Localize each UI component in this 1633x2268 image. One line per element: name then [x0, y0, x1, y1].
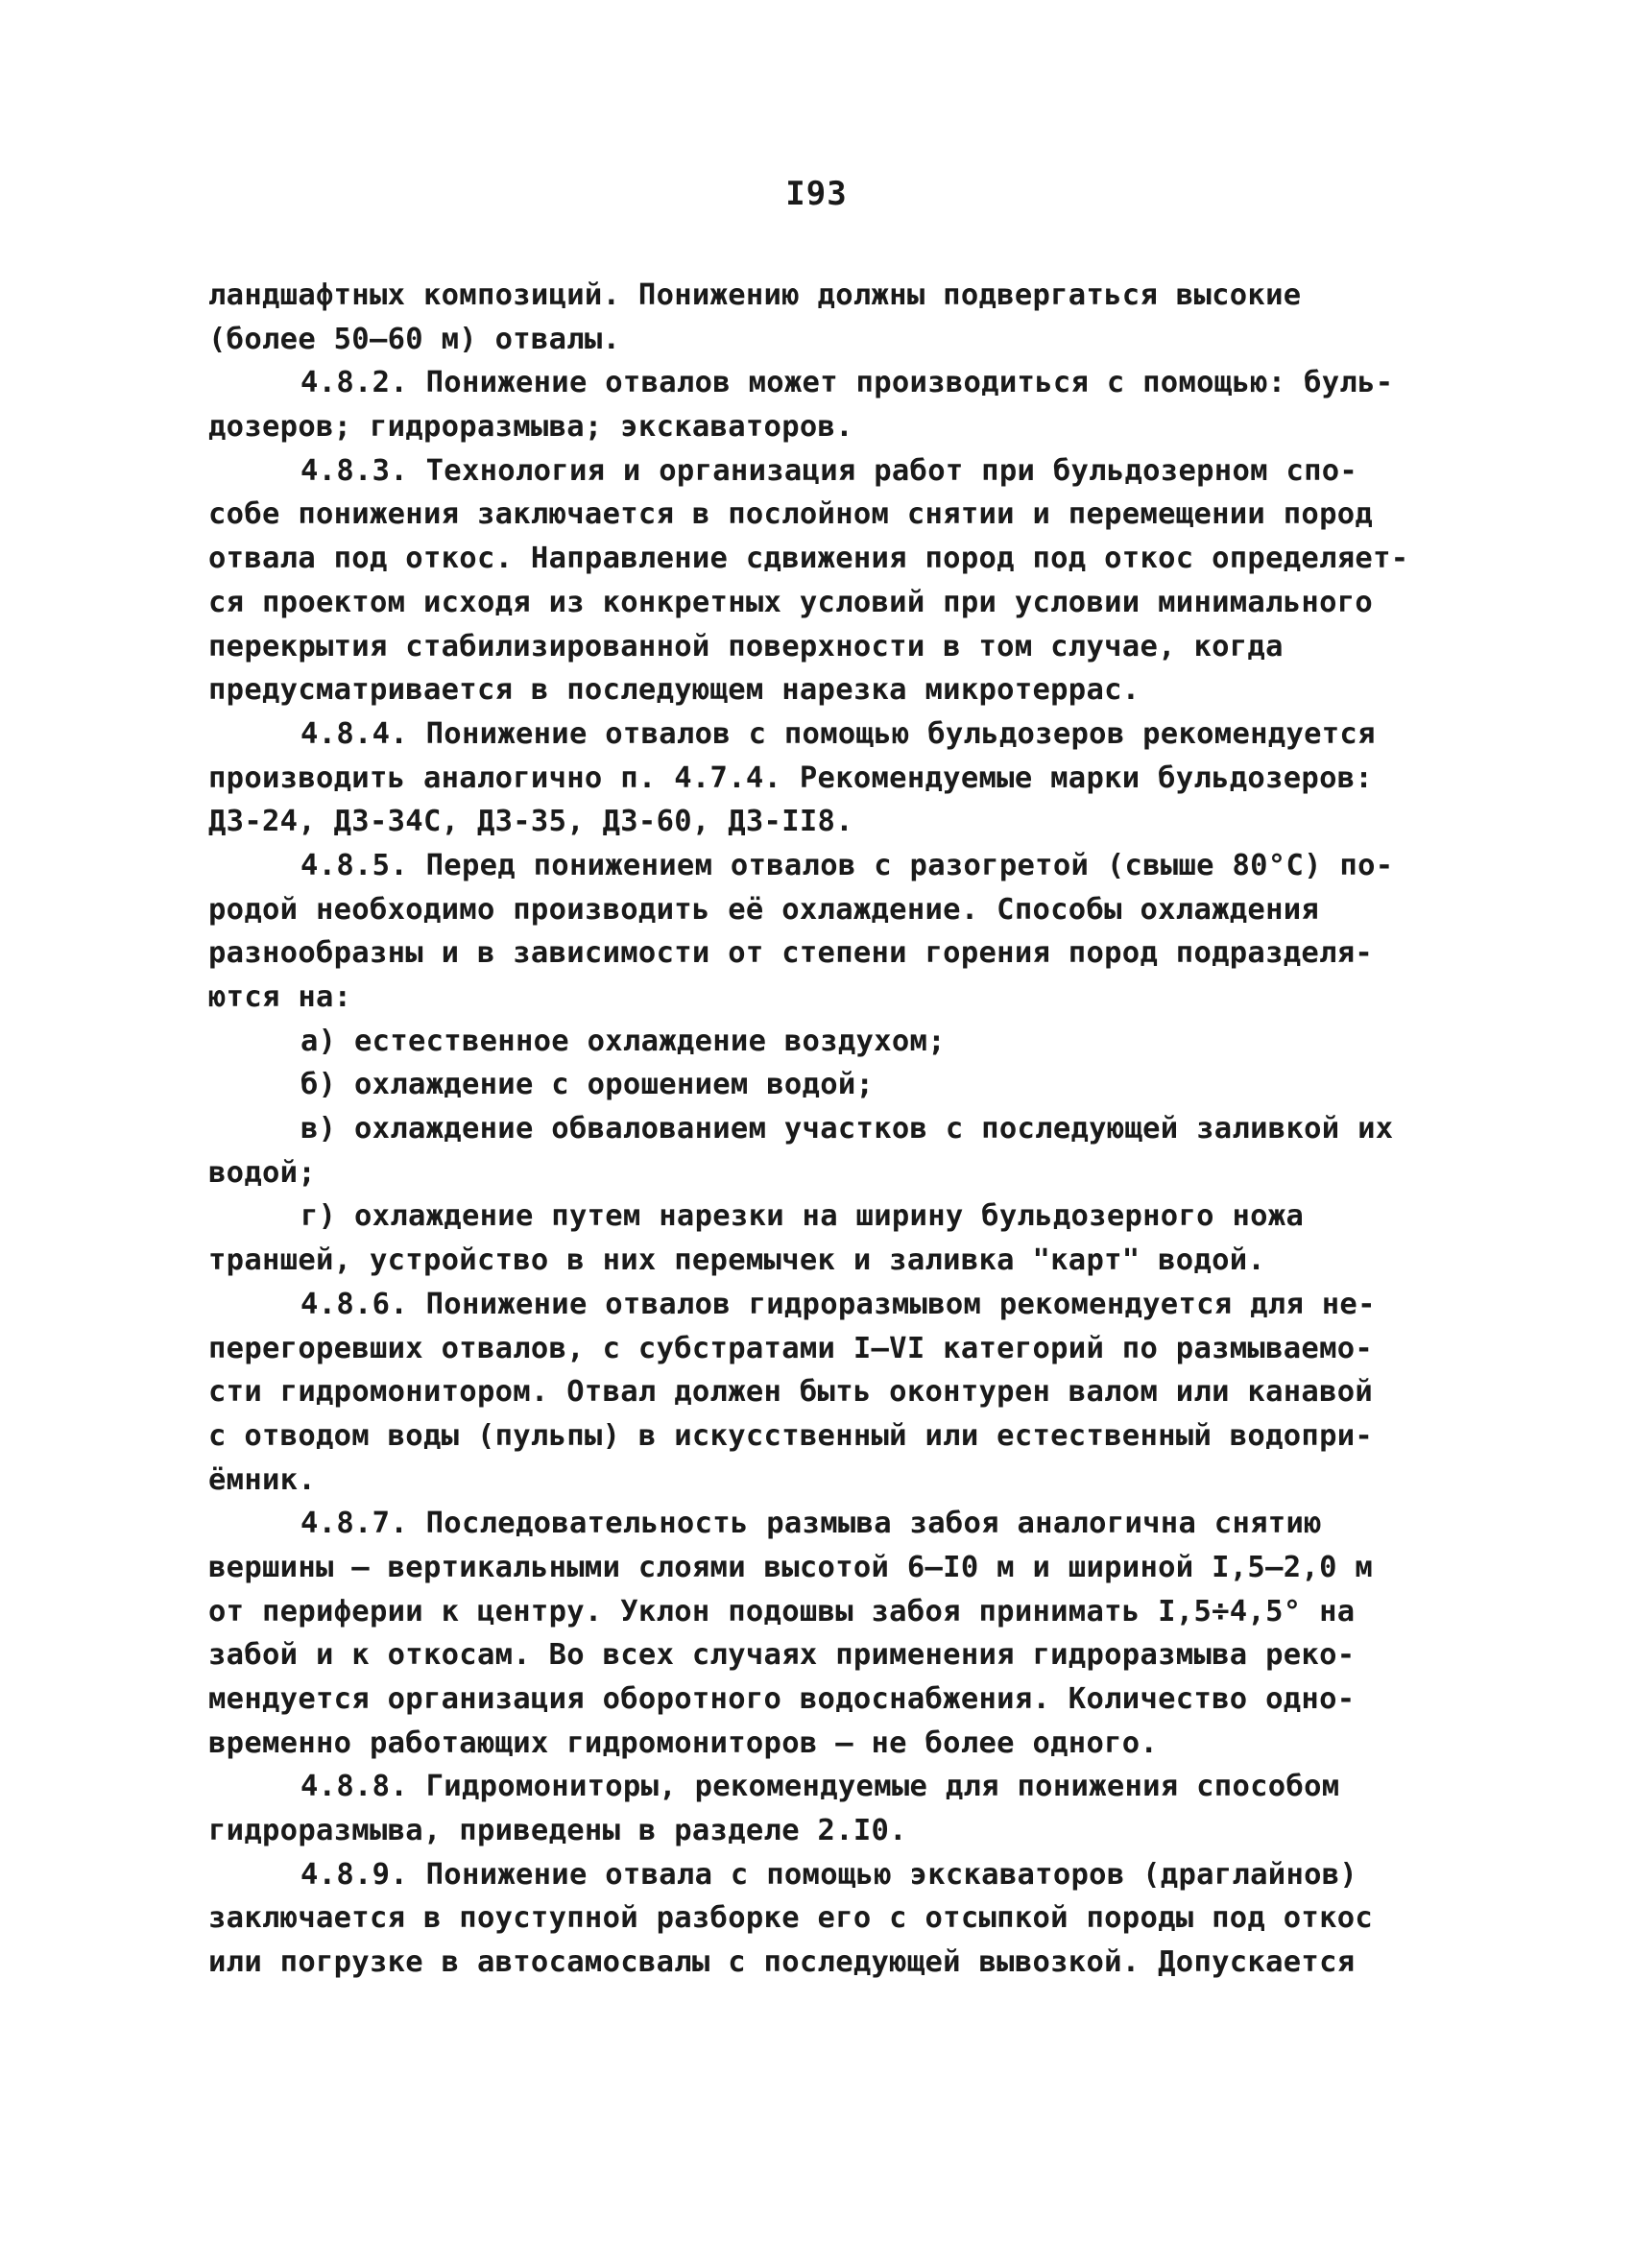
text-line: 4.8.9. Понижение отвала с помощью экскаваторов (драглайнов): [300, 1857, 1358, 1892]
text-line: траншей, устройство в них перемычек и заливка "карт" водой.: [208, 1243, 1266, 1278]
text-line: сти гидромонитором. Отвал должен быть оконтурен валом или канавой: [208, 1375, 1374, 1410]
text-line: перегоревших отвалов, с субстратами I–VI категорий по размываемо-: [208, 1331, 1374, 1365]
text-line: родой необходимо производить её охлаждение. Способы охлаждения: [208, 892, 1320, 927]
text-line: или погрузке в автосамосвалы с последующей вывозкой. Допускается: [208, 1945, 1356, 1980]
text-line: 4.8.4. Понижение отвалов с помощью бульдозеров рекомендуется: [300, 716, 1376, 751]
text-line: заключается в поуступной разборке его с отсыпкой породы под откос: [208, 1901, 1374, 1936]
text-line: 4.8.6. Понижение отвалов гидроразмывом рекомендуется для не-: [300, 1287, 1376, 1321]
text-line: дозеров; гидроразмыва; экскаваторов.: [208, 410, 853, 445]
text-line: г) охлаждение путем нарезки на ширину бульдозерного ножа: [300, 1199, 1305, 1234]
text-line: отвала под откос. Направление сдвижения пород под откос определяет-: [208, 542, 1409, 576]
text-line: ландшафтных композиций. Понижению должны подвергаться высокие: [208, 278, 1302, 312]
text-line: от периферии к центру. Уклон подошвы забоя принимать I,5÷4,5° на: [208, 1594, 1356, 1629]
text-line: мендуется организация оборотного водоснабжения. Количество одно-: [208, 1682, 1356, 1716]
text-line: 4.8.3. Технология и организация работ при бульдозерном спо-: [300, 453, 1358, 488]
text-line: гидроразмыва, приведены в разделе 2.I0.: [208, 1814, 907, 1848]
text-line: забой и к откосам. Во всех случаях применения гидроразмыва реко-: [208, 1638, 1356, 1673]
text-line: 4.8.8. Гидромониторы, рекомендуемые для понижения способом: [300, 1770, 1340, 1804]
text-line: ся проектом исходя из конкретных условий при условии минимального: [208, 585, 1374, 619]
text-line: предусматривается в последующем нарезка микротеррас.: [208, 673, 1141, 708]
text-line: производить аналогично п. 4.7.4. Рекомендуемые марки бульдозеров:: [208, 760, 1374, 795]
text-line: временно работающих гидромониторов – не более одного.: [208, 1725, 1159, 1760]
page-number: I93: [785, 175, 848, 213]
text-line: разнообразны и в зависимости от степени горения пород подразделя-: [208, 936, 1374, 971]
text-line: с отводом воды (пульпы) в искусственный или естественный водопри-: [208, 1418, 1374, 1453]
text-line: 4.8.7. Последовательность размыва забоя аналогична снятию: [300, 1507, 1322, 1541]
body-text: [208, 274, 1452, 1985]
text-line: ются на:: [208, 980, 352, 1014]
text-line: ДЗ-24, ДЗ-34С, ДЗ-35, ДЗ-60, ДЗ-II8.: [208, 805, 853, 839]
text-line: 4.8.2. Понижение отвалов может производиться с помощью: буль-: [300, 366, 1394, 400]
text-line: (более 50–60 м) отвалы.: [208, 322, 621, 356]
text-line: ёмник.: [208, 1462, 316, 1497]
text-line: перекрытия стабилизированной поверхности в том случае, когда: [208, 629, 1284, 664]
text-line: в) охлаждение обвалованием участков с последующей заливкой их: [300, 1112, 1394, 1146]
text-line: собе понижения заключается в послойном снятии и перемещении пород: [208, 497, 1374, 532]
text-line: б) охлаждение с орошением водой;: [300, 1068, 875, 1102]
text-line: водой;: [208, 1155, 316, 1190]
text-line: а) естественное охлаждение воздухом;: [300, 1024, 946, 1058]
text-line: вершины – вертикальными слоями высотой 6–I0 м и шириной I,5–2,0 м: [208, 1550, 1374, 1584]
text-line: 4.8.5. Перед понижением отвалов с разогретой (свыше 80°С) по-: [300, 848, 1394, 882]
